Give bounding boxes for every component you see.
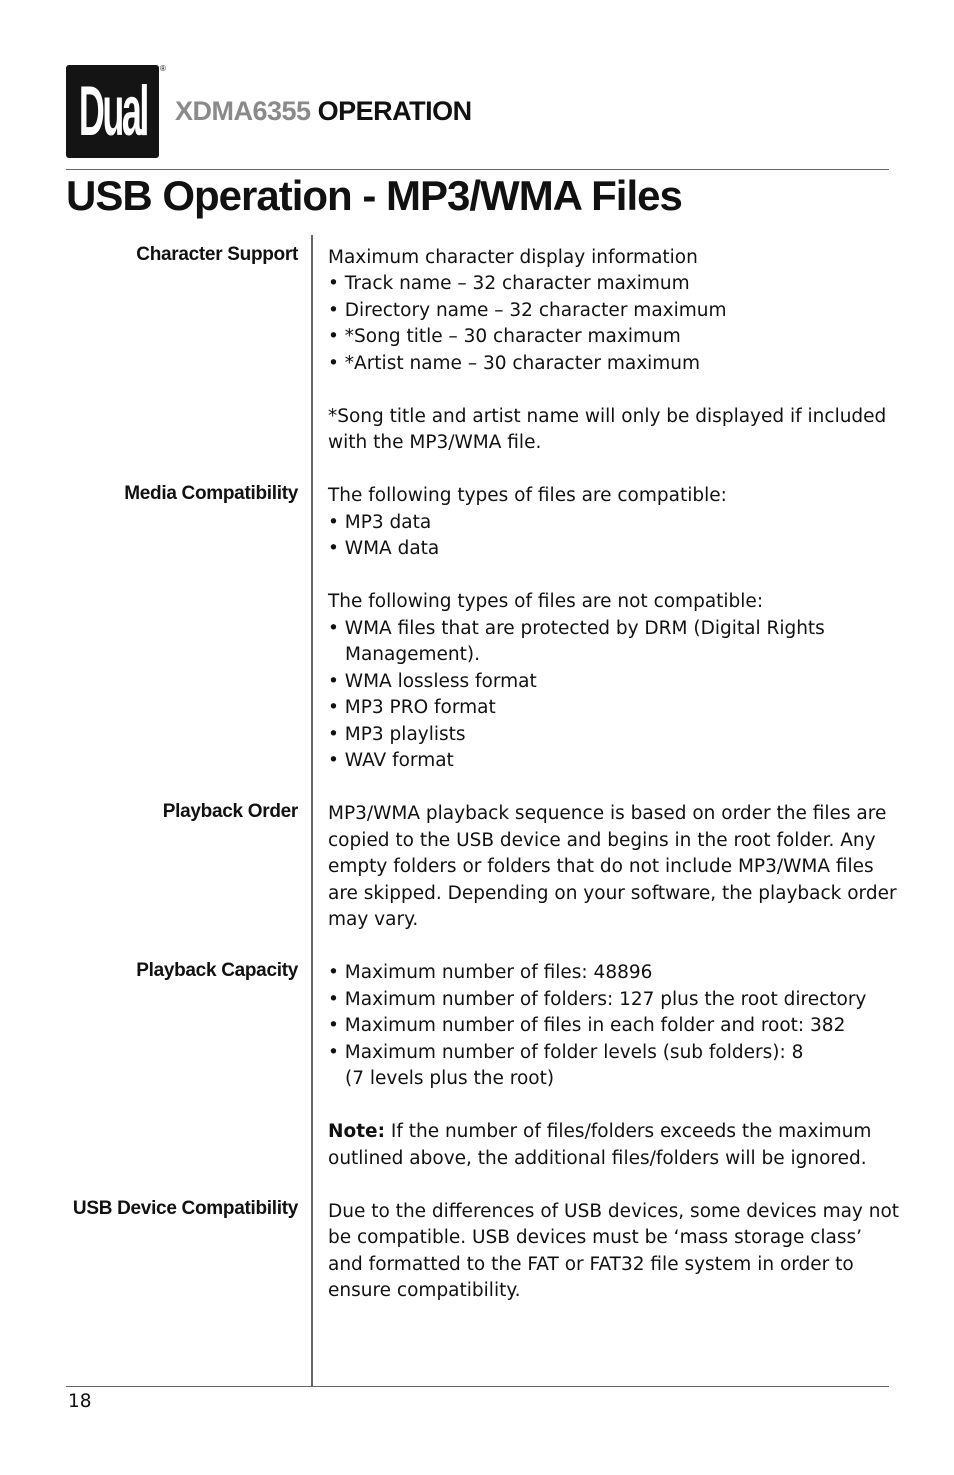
registered-mark: ®	[160, 64, 166, 73]
bullet-item: • Directory name – 32 character maximum	[328, 300, 727, 321]
column-divider	[311, 235, 313, 1386]
header-divider	[66, 169, 889, 170]
body-line: may vary.	[328, 909, 419, 930]
body-line: be compatible. USB devices must be ‘mass storage class’	[328, 1227, 863, 1248]
note-label: Note:	[328, 1121, 385, 1142]
body-line: Maximum character display information	[328, 247, 698, 268]
section-word: OPERATION	[317, 96, 472, 126]
bullet-item: • Maximum number of folder levels (sub folders): 8	[328, 1042, 804, 1063]
bullet-item: • WMA files that are protected by DRM (Digital Rights	[328, 618, 825, 639]
body-line: are skipped. Depending on your software, the playback order	[328, 883, 897, 904]
logo-text: Dual	[78, 71, 147, 151]
bullet-item: • MP3 data	[328, 512, 432, 533]
bullet-continuation: Management).	[345, 644, 480, 665]
body-line: *Song title and artist name will only be displayed if included	[328, 406, 887, 427]
body-line: empty folders or folders that do not include MP3/WMA files	[328, 856, 874, 877]
label-playback-order: Playback Order	[162, 801, 298, 822]
body-line: The following types of files are not compatible:	[328, 591, 764, 612]
bullet-item: • WAV format	[328, 750, 454, 771]
page-title: USB Operation - MP3/WMA Files	[66, 172, 682, 219]
label-media-compatibility: Media Compatibility	[124, 483, 298, 504]
page-number: 18	[68, 1391, 92, 1412]
bullet-item: • WMA data	[328, 538, 440, 559]
bullet-item: • *Artist name – 30 character maximum	[328, 353, 701, 374]
body-line: The following types of files are compatible:	[328, 485, 727, 506]
label-usb-device-compatibility: USB Device Compatibility	[72, 1198, 298, 1219]
bullet-item: • Maximum number of files: 48896	[328, 962, 653, 983]
note-line: outlined above, the additional files/folders will be ignored.	[328, 1148, 867, 1169]
bullet-item: • Track name – 32 character maximum	[328, 273, 690, 294]
model-header	[175, 96, 472, 127]
bullet-continuation: (7 levels plus the root)	[345, 1068, 555, 1089]
body-line: and formatted to the FAT or FAT32 file system in order to	[328, 1254, 854, 1275]
bullet-item: • *Song title – 30 character maximum	[328, 326, 681, 347]
body-line: with the MP3/WMA file.	[328, 432, 542, 453]
body-line: Due to the differences of USB devices, some devices may not	[328, 1201, 900, 1222]
body-line: MP3/WMA playback sequence is based on order the files are	[328, 803, 887, 824]
bullet-item: • MP3 PRO format	[328, 697, 496, 718]
bullet-item: • Maximum number of files in each folder and root: 382	[328, 1015, 846, 1036]
bullet-item: • WMA lossless format	[328, 671, 537, 692]
footer-divider	[66, 1386, 889, 1387]
body-line: ensure compatibility.	[328, 1280, 521, 1301]
model-number: XDMA6355	[175, 96, 311, 126]
dual-logo	[66, 65, 159, 158]
label-playback-capacity: Playback Capacity	[136, 960, 298, 981]
note-text: If the number of files/folders exceeds the maximum	[384, 1121, 872, 1142]
label-character-support: Character Support	[136, 244, 298, 265]
note-line	[328, 1119, 871, 1145]
bullet-item: • MP3 playlists	[328, 724, 466, 745]
body-line: copied to the USB device and begins in the root folder. Any	[328, 830, 876, 851]
bullet-item: • Maximum number of folders: 127 plus the root directory	[328, 989, 867, 1010]
